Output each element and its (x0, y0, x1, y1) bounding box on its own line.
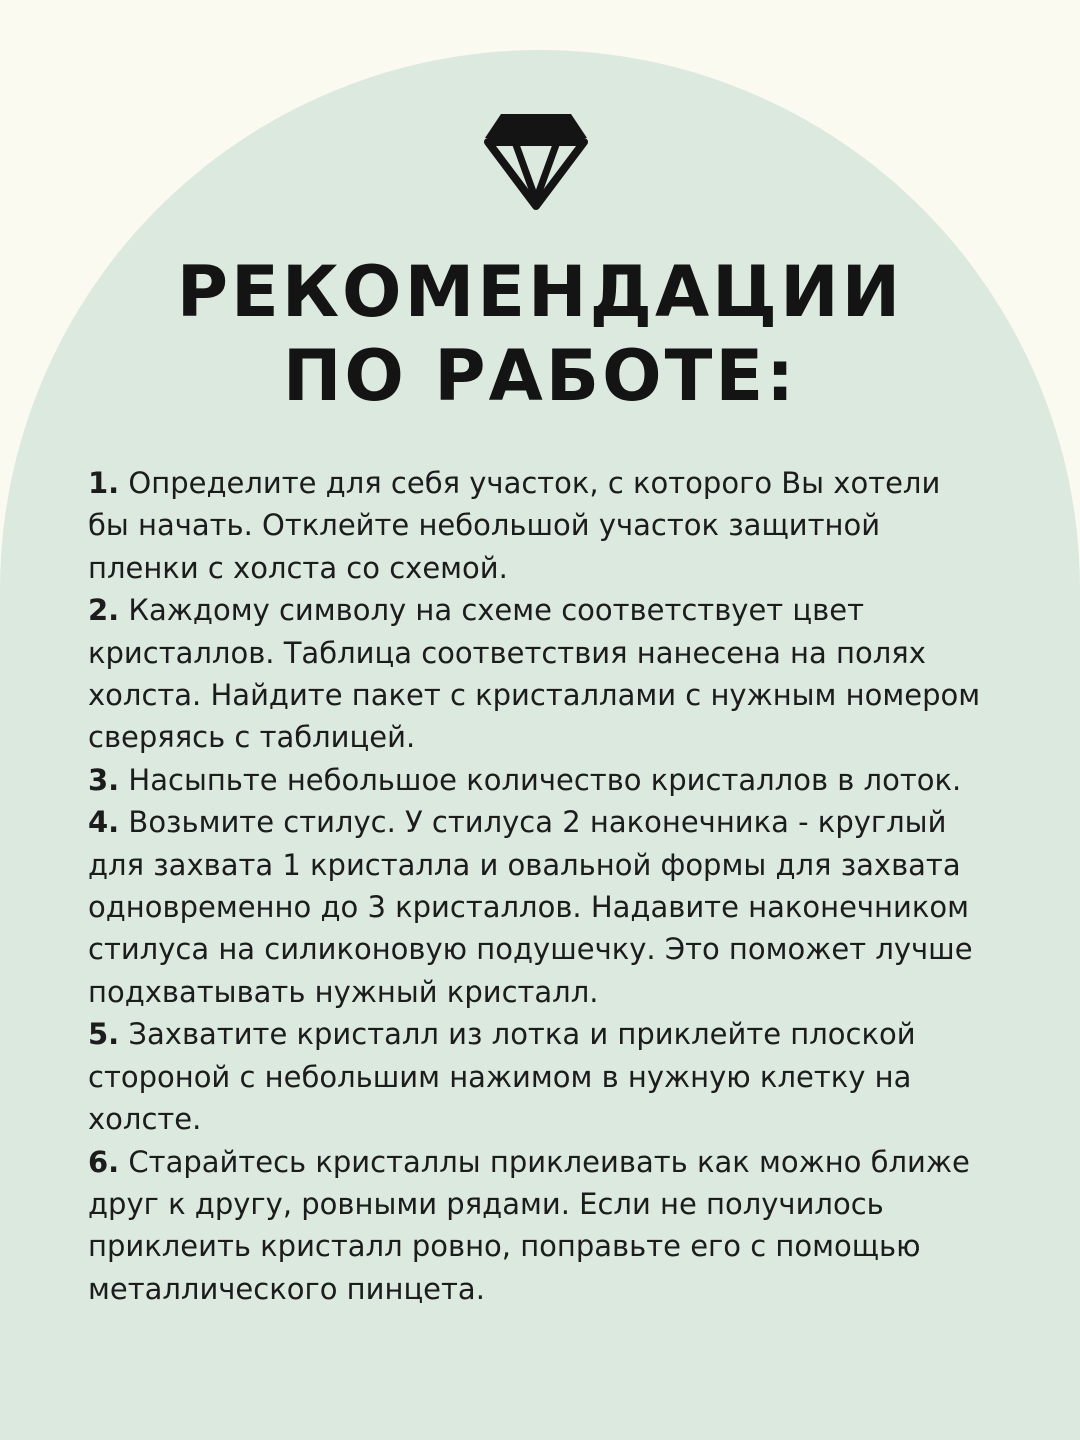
instruction-step-3 (88, 759, 988, 801)
step-number: 1. (88, 466, 120, 500)
step-text: Старайтесь кристаллы приклеивать как можно ближе друг к другу, ровными рядами. Если не получилось приклеить кристалл ровно, поправьте его с помощью металлического пинцета. (88, 1144, 970, 1306)
instruction-step-2 (88, 589, 988, 759)
step-number: 6. (88, 1144, 120, 1179)
step-text: Каждому символу на схеме соответствует цвет кристаллов. Таблица соответствия нанесена на полях холста. Найдите пакет с кристаллами с нужным номером сверяясь с таблицей. (88, 593, 981, 755)
step-text: Захватите кристалл из лотка и приклейте плоской стороной с небольшим нажимом в нужную клетку на холсте. (88, 1017, 916, 1137)
step-text: Возьмите стилус. У стилуса 2 наконечника - круглый для захвата 1 кристалла и овальной формы для захвата одновременно до 3 кристаллов. Надавите наконечником стилуса на силиконовую подушечку. Это поможет лучше подхватывать нужный кристалл. (88, 805, 973, 1009)
instruction-step-1 (88, 462, 988, 589)
instruction-step-5 (88, 1013, 988, 1140)
diamond-icon (479, 108, 593, 212)
step-number: 2. (88, 593, 120, 628)
title-line-1: РЕКОМЕНДАЦИИ (176, 251, 904, 333)
instruction-list (88, 462, 988, 1310)
step-number: 4. (88, 805, 120, 840)
step-number: 3. (88, 762, 120, 797)
step-text: Определите для себя участок, с которого Вы хотели бы начать. Отклейте небольшой участок защитной пленки с холста со схемой. (88, 466, 941, 585)
title-line-2: ПО РАБОТЕ: (282, 335, 798, 417)
page-title (0, 250, 1080, 418)
instruction-step-6 (88, 1141, 988, 1311)
instruction-step-4 (88, 801, 988, 1013)
step-number: 5. (88, 1017, 120, 1052)
step-text: Насыпьте небольшое количество кристаллов в лоток. (128, 762, 962, 797)
